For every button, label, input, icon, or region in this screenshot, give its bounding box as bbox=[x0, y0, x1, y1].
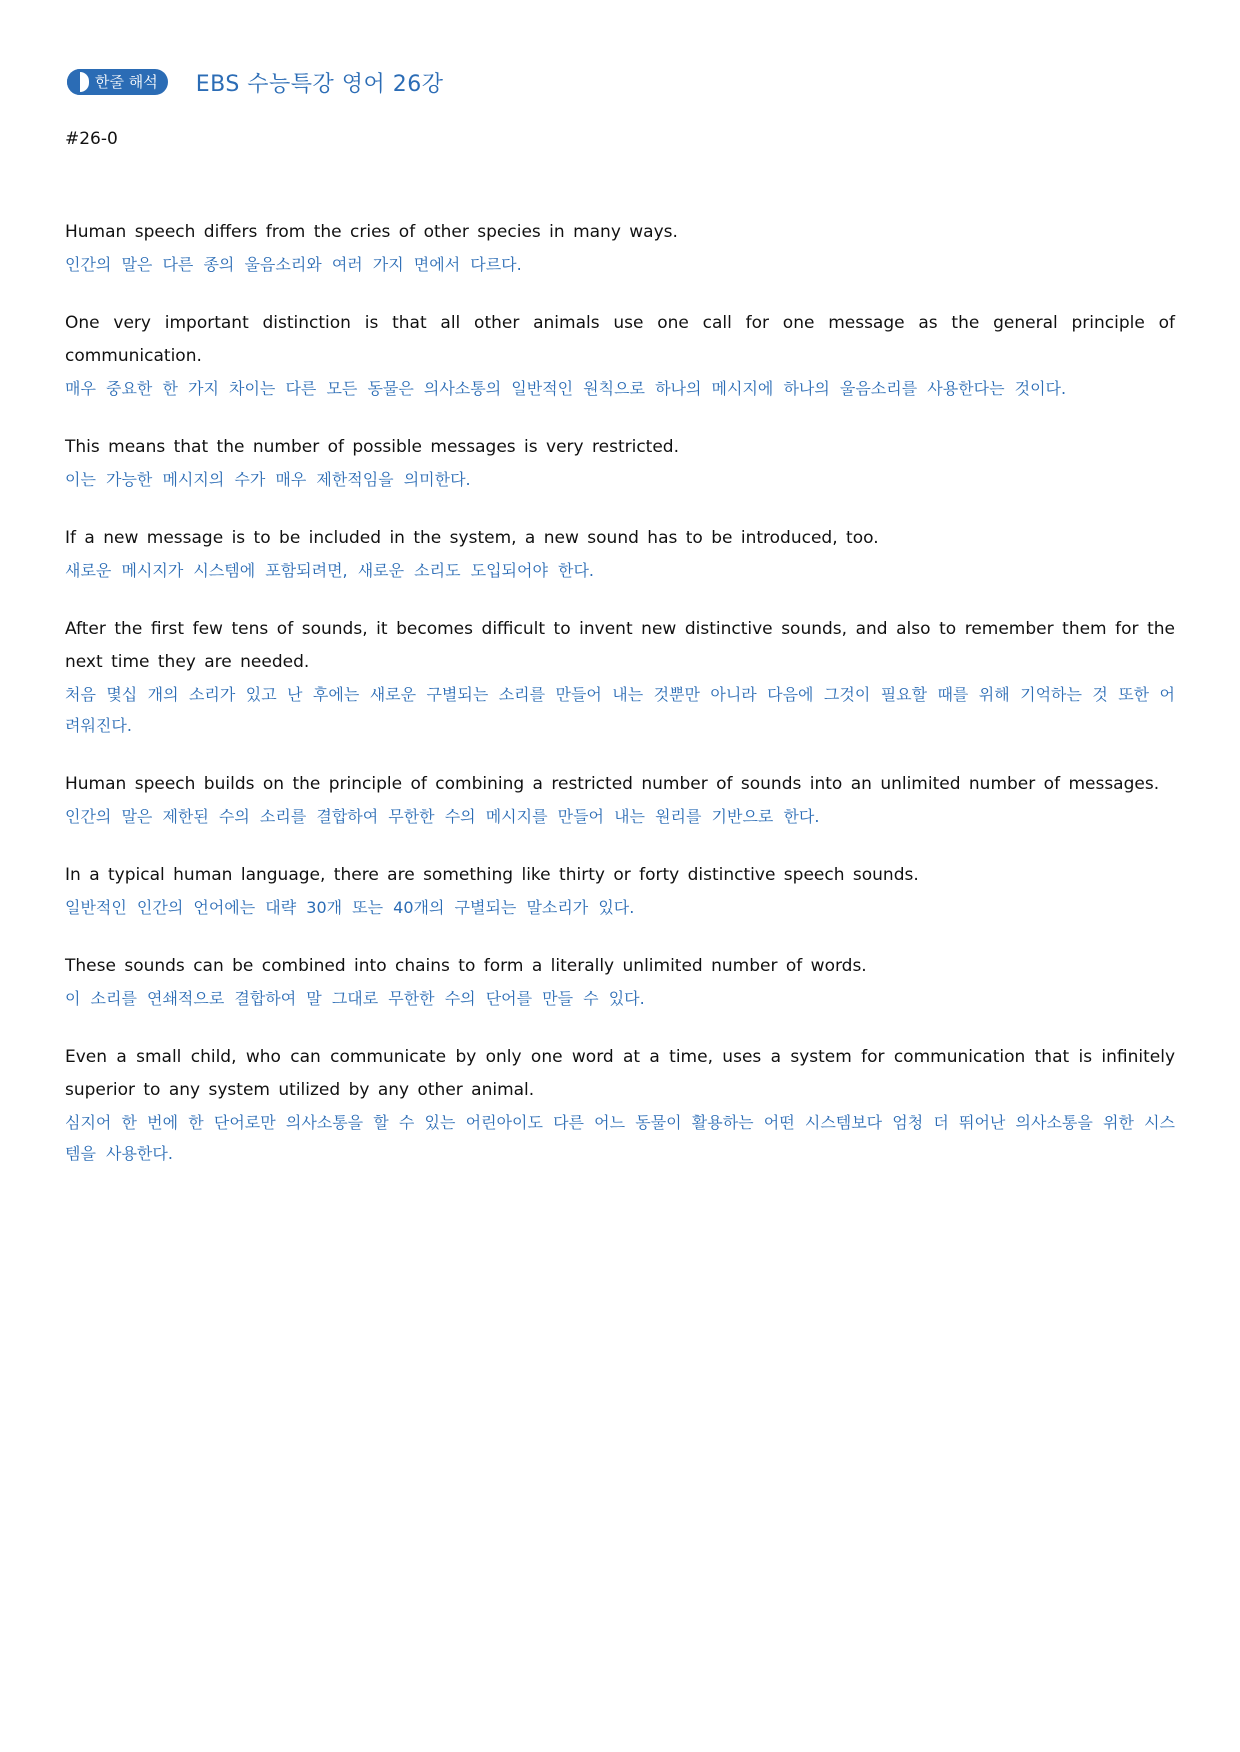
sentence-pair bbox=[65, 613, 1175, 741]
english-sentence: Even a small child, who can communicate by only one word at a time, uses a system for communication that is infinitely superior to any system utilized by any other animal. bbox=[65, 1047, 1175, 1100]
korean-translation: 심지어 한 번에 한 단어로만 의사소통을 할 수 있는 어린아이도 다른 어느 동물이 활용하는 어떤 시스템보다 엄청 더 뛰어난 의사소통을 위한 시스템을 사용한다. bbox=[65, 1113, 1175, 1163]
sentence-pair bbox=[65, 522, 1175, 586]
korean-translation: 이는 가능한 메시지의 수가 매우 제한적임을 의미한다. bbox=[65, 470, 471, 489]
page-title: EBS 수능특강 영어 26강 bbox=[195, 71, 444, 97]
sentence-pair bbox=[65, 307, 1175, 404]
korean-translation: 이 소리를 연쇄적으로 결합하여 말 그대로 무한한 수의 단어를 만들 수 있다. bbox=[65, 989, 645, 1008]
sentence-pair bbox=[65, 859, 1175, 923]
sentence-pair bbox=[65, 216, 1175, 280]
english-sentence: Human speech differs from the cries of other species in many ways. bbox=[65, 222, 678, 242]
sentence-pair bbox=[65, 768, 1175, 832]
half-circle-icon bbox=[67, 69, 93, 95]
korean-translation: 처음 몇십 개의 소리가 있고 난 후에는 새로운 구별되는 소리를 만들어 내는 것뿐만 아니라 다음에 그것이 필요할 때를 위해 기억하는 것 또한 어려워진다. bbox=[65, 685, 1175, 735]
sentence-pair bbox=[65, 431, 1175, 495]
english-sentence: This means that the number of possible messages is very restricted. bbox=[65, 437, 679, 457]
sentence-pair bbox=[65, 1041, 1175, 1169]
english-sentence: In a typical human language, there are something like thirty or forty distinctive speech sounds. bbox=[65, 865, 919, 885]
english-sentence: Human speech builds on the principle of combining a restricted number of sounds into an unlimited number of messages. bbox=[65, 774, 1160, 794]
section-badge bbox=[67, 69, 168, 95]
english-sentence: If a new message is to be included in the system, a new sound has to be introduced, too. bbox=[65, 528, 879, 548]
korean-translation: 매우 중요한 한 가지 차이는 다른 모든 동물은 의사소통의 일반적인 원칙으로 하나의 메시지에 하나의 울음소리를 사용한다는 것이다. bbox=[65, 379, 1067, 398]
korean-translation: 일반적인 인간의 언어에는 대략 30개 또는 40개의 구별되는 말소리가 있다. bbox=[65, 898, 635, 917]
sentence-pair bbox=[65, 950, 1175, 1014]
translation-list bbox=[65, 216, 1175, 1196]
english-sentence: These sounds can be combined into chains to form a literally unlimited number of words. bbox=[65, 956, 867, 976]
korean-translation: 인간의 말은 제한된 수의 소리를 결합하여 무한한 수의 메시지를 만들어 내는 원리를 기반으로 한다. bbox=[65, 807, 820, 826]
english-sentence: One very important distinction is that all other animals use one call for one message as the general principle of communication. bbox=[65, 313, 1175, 366]
english-sentence: After the first few tens of sounds, it becomes difficult to invent new distinctive sounds, and also to remember them for the next time they are needed. bbox=[65, 619, 1175, 672]
badge-label: 한줄 해석 bbox=[95, 73, 158, 91]
page-header bbox=[67, 67, 444, 97]
korean-translation: 새로운 메시지가 시스템에 포함되려면, 새로운 소리도 도입되어야 한다. bbox=[65, 561, 594, 580]
korean-translation: 인간의 말은 다른 종의 울음소리와 여러 가지 면에서 다르다. bbox=[65, 255, 522, 274]
passage-number: #26-0 bbox=[65, 129, 118, 149]
